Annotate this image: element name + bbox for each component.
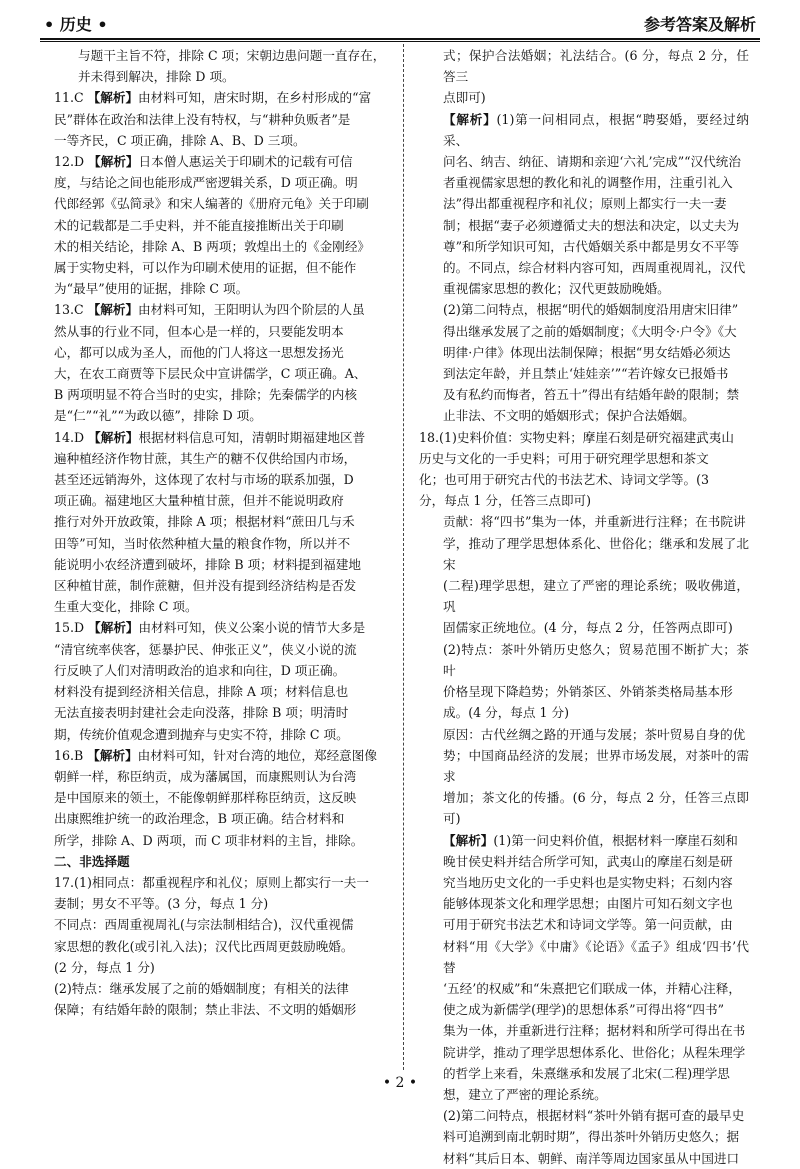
text-line: 术的记载都是二手史料，并不能直接推断出关于印刷 <box>54 217 344 233</box>
text-line: 材料“其后日本、朝鲜、南洋等周边国家虽从中国进口 <box>443 1150 740 1166</box>
text-line: 并未得到解决，排除 D 项。 <box>78 69 235 85</box>
text-line: 出康熙维护统一的政治理念，B 项正确。结合材料和 <box>54 811 345 827</box>
answer-q18-reasons <box>419 724 749 830</box>
text-line: 集为一体，并重新进行注释；据材料和所学可得出在书 <box>443 1023 746 1039</box>
text-line: 【解析】(1)第一问史料价值，根据材料一摩崖石刻和 <box>443 832 738 848</box>
text-line: 无法直接表明封建社会走向没落，排除 B 项；明清时 <box>54 705 349 721</box>
text-line: 晚甘侯史料并结合所学可知，武夷山的摩崖石刻是研 <box>443 853 733 869</box>
text-line: 增加；茶文化的传播。(6 分，每点 2 分，任答三点即可) <box>443 790 749 827</box>
text-line: 心，都可以成为圣人，而他的门人将这一思想发扬光 <box>54 344 344 360</box>
text-line: 与题干主旨不符，排除 C 项；宋朝边患问题一直存在， <box>78 48 386 63</box>
text-line: 17.(1)相同点：都重视程序和礼仪；原则上都实行一夫一 <box>54 874 369 890</box>
text-line: (2)特点：继承发展了之前的婚姻制度；有相关的法律 <box>54 980 349 996</box>
text-line: 所学，排除 A、D 两项，而 C 项非材料的主旨，排除。 <box>54 832 364 848</box>
text-line: 点即可) <box>443 90 486 106</box>
text-line: 妻制；男女不平等。(3 分，每点 1 分) <box>54 896 269 912</box>
text-line: 11.C 【解析】由材料可知，唐宋时期，在乡村形成的“富 <box>54 90 372 106</box>
text-line: 推行对外开放政策，排除 A 项；根据材料“蔗田几与禾 <box>54 514 355 530</box>
analysis-q18-part1 <box>419 830 749 1106</box>
text-line: 保障；有结婚年龄的限制；禁止非法、不文明的婚姻形 <box>54 1002 357 1018</box>
analysis-marker: 【解析】 <box>443 832 494 848</box>
text-line: 材料没有提到经济相关信息，排除 A 项；材料信息也 <box>54 684 349 700</box>
text-line: 得出继承发展了之前的婚姻制度；《大明令·户令》《大 <box>443 323 737 339</box>
page-title: 参考答案及解析 <box>643 15 756 34</box>
analysis-marker: 【解析】 <box>88 429 139 445</box>
text-line: 价格呈现下降趋势；外销茶区、外销茶类格局基本形 <box>443 684 733 700</box>
text-line: 甚至还远销海外，这体现了农村与市场的联系加强，D <box>54 472 354 488</box>
text-line: (2)第二问特点，根据“明代的婚姻制度沿用唐宋旧律” <box>443 302 739 318</box>
answer-q16 <box>54 745 392 851</box>
text-line: 学，推动了理学思想体系化、世俗化；继承和发展了北宋 <box>443 535 749 572</box>
text-line: 的哲学上来看，朱熹继承和发展了北宋(二程)理学思 <box>443 1065 730 1081</box>
text-line: 重视儒家思想的教化；汉代更鼓励晚婚。 <box>443 281 670 297</box>
text-line: 势；中国商品经济的发展；世界市场发展，对茶叶的需求 <box>443 747 749 784</box>
text-line: 13.C 【解析】由材料可知，王阳明认为四个阶层的人虽 <box>54 302 365 318</box>
answer-q18-contribution <box>419 511 749 638</box>
text-line: 一等齐民，C 项正确，排除 A、B、D 三项。 <box>54 132 306 148</box>
analysis-marker: 【解析】 <box>443 111 497 127</box>
analysis-q17-part1 <box>419 109 749 300</box>
answer-q14 <box>54 427 392 618</box>
continuation-block <box>54 45 392 87</box>
text-line: 16.B 【解析】由材料可知，针对台湾的地位，郑经意图像 <box>54 747 377 763</box>
text-line: 大，在农工商贾等下层民众中宣讲儒学，C 项正确。A、 <box>54 366 367 382</box>
text-line: (2)第二问特点，根据材料“茶叶外销有据可查的最早史 <box>443 1108 745 1124</box>
header-rule <box>40 38 760 40</box>
text-line: 的。不同点，综合材料内容可知，西周重视周礼，汉代 <box>443 260 746 276</box>
text-line: 田等”可知，当时依然种植大量的粮食作物，所以并不 <box>54 535 351 551</box>
analysis-marker: 【解析】 <box>88 154 139 170</box>
text-line: 家思想的教化(或引礼入法)；汉代比西周更鼓励晚婚。 <box>54 938 354 954</box>
left-column <box>54 45 392 1020</box>
text-line: 遍种植经济作物甘蔗，其生产的糖不仅供给国内市场， <box>54 450 357 466</box>
text-line: 制；根据“妻子必须遵循丈夫的想法和决定，以丈夫为 <box>443 217 740 233</box>
text-line: 式；保护合法婚姻；礼法结合。(6 分，每点 2 分，任答三 <box>443 48 749 85</box>
answer-q12 <box>54 151 392 299</box>
text-line: (2)特点：茶叶外销历史悠久；贸易范围不断扩大；茶叶 <box>443 641 749 678</box>
header-rule-thin <box>40 41 760 42</box>
text-line: 化；也可用于研究古代的书法艺术、诗词文学等。(3 <box>419 472 709 488</box>
text-line: 然从事的行业不同，但本心是一样的，只要能发明本 <box>54 323 344 339</box>
text-line: 是“仁”“礼”“为政以德”，排除 D 项。 <box>54 408 262 424</box>
analysis-marker: 【解析】 <box>87 302 139 318</box>
answer-q13 <box>54 299 392 426</box>
text-line: 朝鲜一样，称臣纳贡，成为藩属国，而康熙则认为台湾 <box>54 768 357 784</box>
text-line: 期，传统价值观念遭到抛弃与史实不符，排除 C 项。 <box>54 726 349 742</box>
text-line: 不同点：西周重视周礼(与宗法制相结合)，汉代重视儒 <box>54 917 354 933</box>
text-line: “清官统率侠客，惩暴护民、伸张正义”，侠义小说的流 <box>54 641 357 657</box>
text-line: B 两项明显不符合当时的史实，排除；先秦儒学的内核 <box>54 387 357 403</box>
answer-q17 <box>54 872 392 1020</box>
text-line: 15.D 【解析】由材料可知，侠义公案小说的情节大多是 <box>54 620 366 636</box>
text-line: (2 分，每点 1 分) <box>54 959 155 975</box>
text-line: ‘五经’的权威”和“朱熹把它们联成一体，并精心注释， <box>443 980 741 996</box>
text-line: 度，与结论之间也能形成严密逻辑关系，D 项正确。明 <box>54 175 358 191</box>
text-line: 使之成为新儒学(理学)的思想体系”可得出将“四书” <box>443 1002 725 1018</box>
text-line: 及有私约而悔者，笞五十”得出有结婚年龄的限制；禁 <box>443 387 740 403</box>
text-line: 能够体现茶文化和理学思想；由图片可知石刻文字也 <box>443 896 733 912</box>
text-line: 分，每点 1 分，任答三点即可) <box>419 493 592 509</box>
text-line: 18.(1)史料价值：实物史料；摩崖石刻是研究福建武夷山 <box>419 429 734 445</box>
text-line: 可用于研究书法艺术和诗词文学等。第一问贡献，由 <box>443 917 733 933</box>
answer-q18-features <box>419 639 749 724</box>
answer-q18-value <box>419 427 749 512</box>
section-heading: 二、非选择题 <box>54 853 130 869</box>
text-line: 原因：古代丝绸之路的开通与发展；茶叶贸易自身的优 <box>443 726 746 742</box>
text-line: 属于实物史料，可以作为印刷术使用的证据，但不能作 <box>54 260 357 276</box>
column-divider <box>403 44 404 1070</box>
analysis-marker: 【解析】 <box>87 747 138 763</box>
text-line: 为“最早”使用的证据，排除 C 项。 <box>54 281 249 297</box>
text-line: 【解析】(1)第一问相同点，根据“聘娶婚，要经过纳采、 <box>443 111 749 148</box>
text-line: 究当地历史文化的一手史料也是实物史料；石刻内容 <box>443 874 733 890</box>
text-line: 到法定年龄，并且禁止‘娃娃亲’”“若许嫁女已报婚书 <box>443 366 729 382</box>
subject-label: • 历史 • <box>44 15 108 34</box>
page-number: • 2 • <box>382 1075 418 1091</box>
text-line: 想，建立了严密的理论系统。 <box>443 1086 607 1102</box>
text-line: 问名、纳吉、纳征、请期和亲迎‘六礼’完成”“汉代统治 <box>443 154 741 170</box>
text-line: 明律·户律》体现出法制保障；根据“男女结婚必须达 <box>443 344 731 360</box>
continuation-q17 <box>419 45 749 109</box>
text-line: 能说明小农经济遭到破坏，排除 B 项；材料提到福建地 <box>54 556 361 572</box>
answer-q11 <box>54 87 392 151</box>
text-line: 民”群体在政治和法律上没有特权，与“耕种负贩者”是 <box>54 111 351 127</box>
text-line: 固儒家正统地位。(4 分，每点 2 分，任答两点即可) <box>443 620 733 636</box>
text-line: 贡献：将“四书”集为一体，并重新进行注释；在书院讲 <box>443 514 746 530</box>
text-line: 历史与文化的一手史料；可用于研究理学思想和茶文 <box>419 450 709 466</box>
analysis-marker: 【解析】 <box>88 620 139 636</box>
text-line: 项正确。福建地区大量种植甘蔗，但并不能说明政府 <box>54 493 344 509</box>
answer-q15 <box>54 617 392 744</box>
text-line: 生重大变化，排除 C 项。 <box>54 599 198 615</box>
text-line: (二程)理学思想，建立了严密的理论系统；吸收佛道，巩 <box>443 578 749 615</box>
text-line: 代郎经郭《弘简录》和宋人编著的《册府元龟》关于印刷 <box>54 196 369 212</box>
text-line: 区种植甘蔗，制作蔗糖，但并没有提到经济结构是否发 <box>54 578 357 594</box>
text-line: 是中国原来的领土，不能像朝鲜那样称臣纳贡，这反映 <box>54 790 357 806</box>
text-line: 14.D 【解析】根据材料信息可知，清朝时期福建地区普 <box>54 429 366 445</box>
analysis-q17-part2 <box>419 299 749 426</box>
text-line: 院讲学，推动了理学思想体系化、世俗化；从程朱理学 <box>443 1044 746 1060</box>
analysis-marker: 【解析】 <box>87 90 139 106</box>
text-line: 12.D 【解析】日本僧人惠运关于印刷术的记载有可信 <box>54 154 353 170</box>
right-column <box>419 45 749 1169</box>
text-line: 成。(4 分，每点 1 分) <box>443 705 570 721</box>
analysis-q18-part2 <box>419 1105 749 1169</box>
text-line: 者重视儒家思想的教化和礼的调整作用，注重引礼入 <box>443 175 733 191</box>
text-line: 术的相关结论，排除 A、B 两项；敦煌出土的《金刚经》 <box>54 238 371 254</box>
text-line: 材料“用《大学》《中庸》《论语》《孟子》组成‘四书’代替 <box>443 938 749 975</box>
text-line: 尊”和所学知识可知，古代婚姻关系中都是男女不平等 <box>443 238 740 254</box>
text-line: 法”得出都重视程序和礼仪；原则上都实行一夫一妻 <box>443 196 727 212</box>
text-line: 止非法、不文明的婚姻形式；保护合法婚姻。 <box>443 408 695 424</box>
text-line: 料可追溯到南北朝时期”，得出茶叶外销历史悠久；据 <box>443 1129 740 1145</box>
text-line: 行反映了人们对清明政治的追求和向往，D 项正确。 <box>54 662 346 678</box>
